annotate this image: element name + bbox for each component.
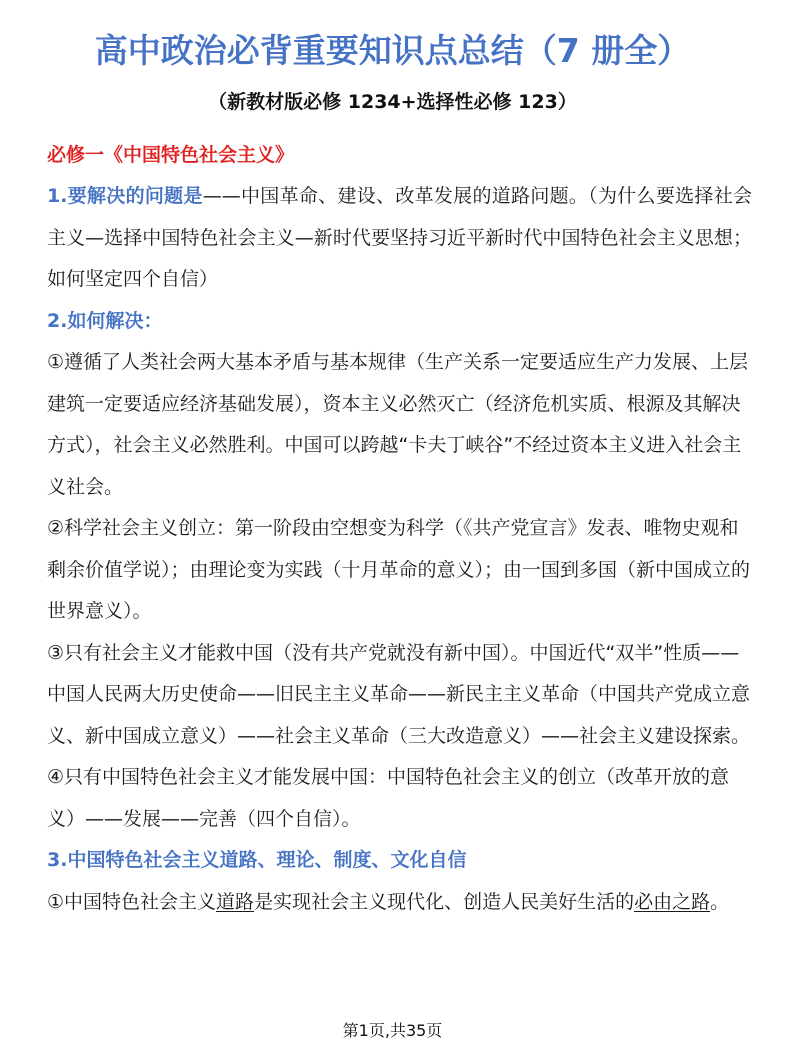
document-body xyxy=(47,138,752,923)
question-3-item-1-mid: 是实现社会主义现代化、创造人民美好生活的 xyxy=(254,890,635,913)
underlined-term-road: 道路 xyxy=(216,890,255,913)
module-heading: 必修一《中国特色社会主义》 xyxy=(47,144,295,166)
question-3-head: 3.中国特色社会主义道路、理论、制度、文化自信 xyxy=(47,849,467,871)
question-2-item-2: ②科学社会主义创立：第一阶段由空想变为科学（《共产党宣言》发表、唯物史观和剩余价值学说）；由理论变为实践（十月革命的意义）；由一国到多国（新中国成立的世界意义）。 xyxy=(47,517,751,622)
question-1-head: 1.要解决的问题是 xyxy=(47,185,203,207)
page-title: 高中政治必背重要知识点总结（7 册全） xyxy=(94,31,691,70)
question-2-head: 2.如何解决： xyxy=(47,309,163,332)
question-1-body: ——中国革命、建设、改革发展的道路问题。（为什么要选择社会主义—选择中国特色社会主义—新时代要坚持习近平新时代中国特色社会主义思想；如何坚定四个自信） xyxy=(47,185,752,290)
question-2-item-3: ③只有社会主义才能救中国（没有共产党就没有新中国）。中国近代“双半”性质——中国人民两大历史使命——旧民主主义革命——新民主主义革命（中国共产党成立意义、新中国成立意义）——社会主义革命（三大改造意义）——社会主义建设探索。 xyxy=(47,641,751,747)
question-3-item-1 xyxy=(47,882,752,924)
question-2-item-1: ①遵循了人类社会两大基本矛盾与基本规律（生产关系一定要适应生产力发展、上层建筑一定要适应经济基础发展），资本主义必然灭亡（经济危机实质、根源及其解决方式），社会主义必然胜利。中国可以跨越“卡夫丁峡谷”不经过资本主义进入社会主义社会。 xyxy=(47,351,749,498)
question-2-item-4: ④只有中国特色社会主义才能发展中国：中国特色社会主义的创立（改革开放的意义）——发展——完善（四个自信）。 xyxy=(47,766,730,830)
underlined-term-only-path: 必由之路 xyxy=(634,890,711,913)
question-1-paragraph xyxy=(47,176,752,301)
page-number: 第1页,共35页 xyxy=(342,1021,443,1040)
question-3-item-1-prefix: ①中国特色社会主义 xyxy=(47,890,217,913)
question-3-item-1-end: 。 xyxy=(710,890,730,913)
page-subtitle: （新教材版必修 1234+选择性必修 123） xyxy=(208,91,577,113)
